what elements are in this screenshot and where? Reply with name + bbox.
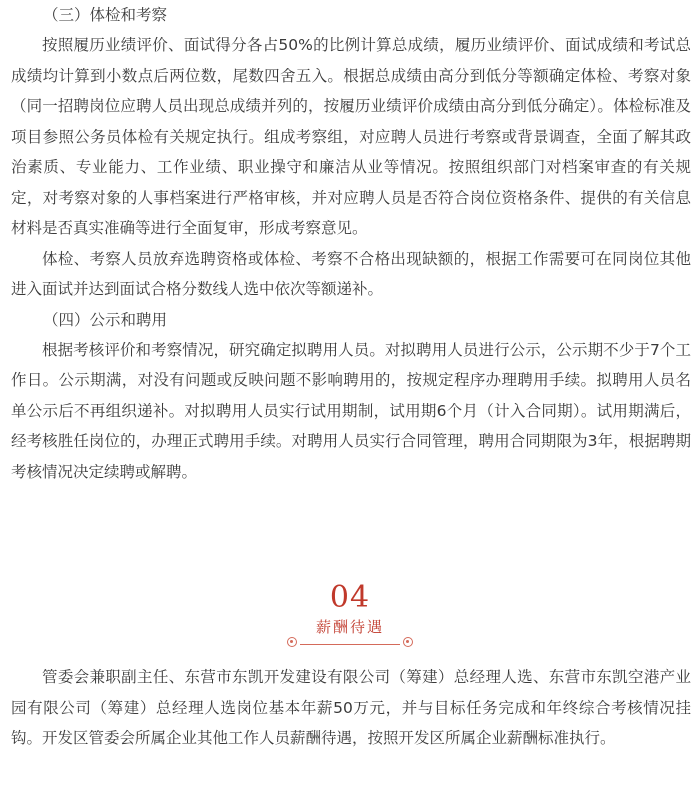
paragraph: 管委会兼职副主任、东营市东凯开发建设有限公司（筹建）总经理人选、东营市东凯空港产业园有限公司（筹建）总经理人选岗位基本年薪50万元，并与目标任务完成和年终综合考核情况挂钩。开发区管委会所属企业其他工作人员薪酬待遇，按照开发区所属企业薪酬标准执行。: [11, 668, 691, 747]
right-circle-ornament-icon: [403, 637, 413, 647]
article-body: [11, 0, 691, 487]
section-heading-medical-check: （三）体检和考察: [43, 6, 168, 24]
section-number: 04: [329, 580, 371, 615]
salary-section: [11, 662, 691, 754]
left-circle-ornament-icon: [287, 637, 297, 647]
section-divider: [0, 580, 700, 655]
paragraph: 根据考核评价和考察情况，研究确定拟聘用人员。对拟聘用人员进行公示，公示期不少于7个工作日。公示期满，对没有问题或反映问题不影响聘用的，按规定程序办理聘用手续。拟聘用人员名单公示后不再组织递补。对拟聘用人员实行试用期制，试用期6个月（计入合同期）。试用期满后，经考核胜任岗位的，办理正式聘用手续。对聘用人员实行合同管理，聘用合同期限为3年，根据聘期考核情况决定续聘或解聘。: [11, 340, 691, 481]
paragraph: 体检、考察人员放弃选聘资格或体检、考察不合格出现缺额的，根据工作需要可在同岗位其他进入面试并达到面试合格分数线人选中依次等额递补。: [11, 249, 691, 298]
paragraph: 按照履历业绩评价、面试得分各占50%的比例计算总成绩，履历业绩评价、面试成绩和考试总成绩均计算到小数点后两位数，尾数四舍五入。根据总成绩由高分到低分等额确定体检、考察对象（同一招聘岗位应聘人员出现总成绩并列的，按履历业绩评价成绩由高分到低分确定）。体检标准及项目参照公务员体检有关规定执行。组成考察组，对应聘人员进行考察或背景调查，全面了解其政治素质、专业能力、工作业绩、职业操守和廉洁从业等情况。按照组织部门对档案审查的有关规定，对考察对象的人事档案进行严格审核，并对应聘人员是否符合岗位资格条件、提供的有关信息材料是否真实准确等进行全面复审，形成考察意见。: [11, 36, 691, 237]
section-title: 薪酬待遇: [315, 618, 384, 636]
section-heading-publicity-hiring: （四）公示和聘用: [43, 310, 168, 329]
divider-line: [300, 644, 400, 645]
